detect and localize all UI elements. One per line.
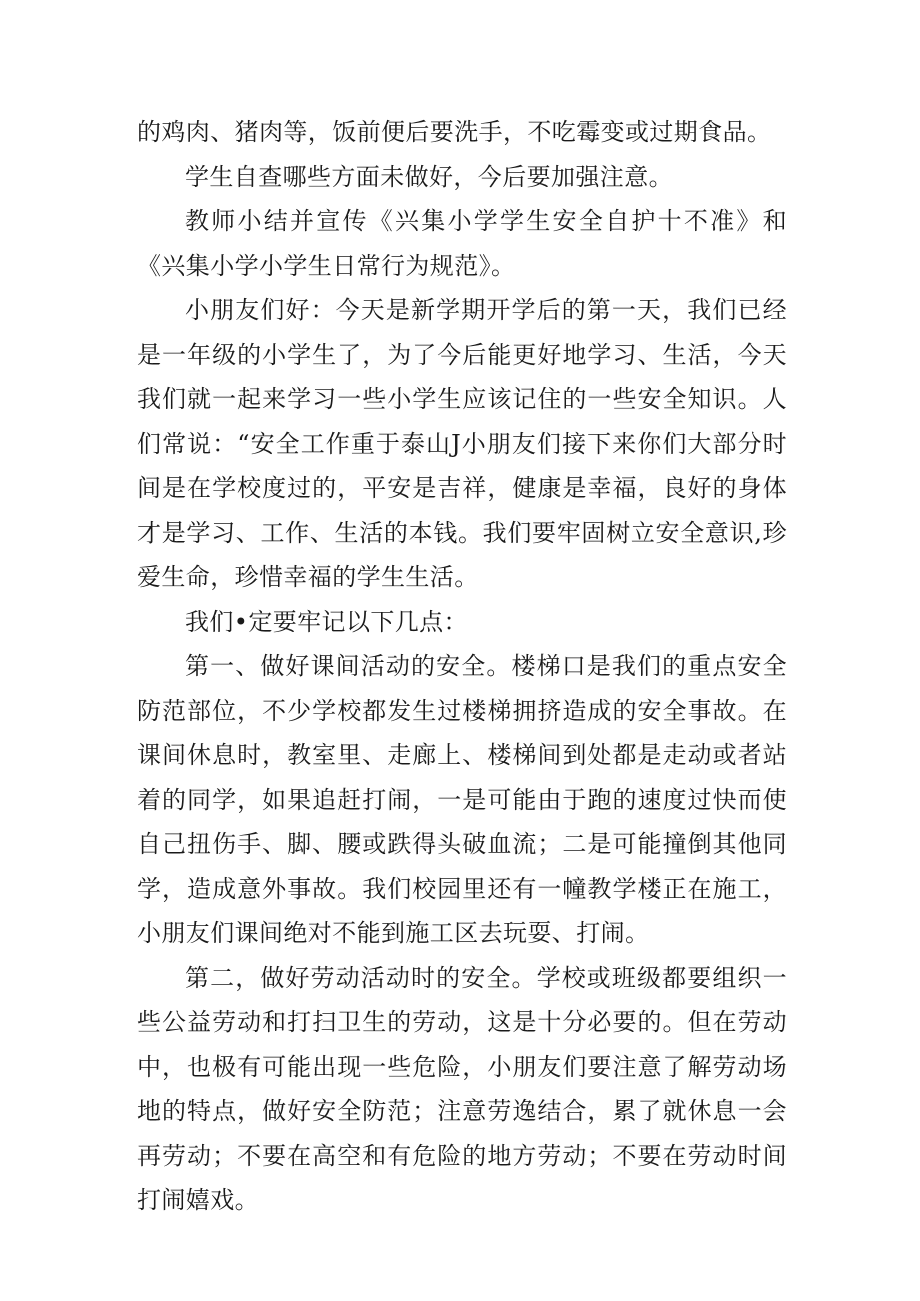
paragraph-recess-safety: 第一、做好课间活动的安全。楼梯口是我们的重点安全防范部位，不少学校都发生过楼梯拥挤造成的安全事故。在课间休息时，教室里、走廊上、楼梯间到处都是走动或者站着的同学，如果追赶打闹，一是可能由于跑的速度过快而使自己扭伤手、脚、腰或跌得头破血流；二是可能撞倒其他同学，造成意外事故。我们校园里还有一幢教学楼正在施工，小朋友们课间绝对不能到施工区去玩耍、打闹。 [137, 652, 787, 947]
paragraph-self-check: 学生自查哪些方面未做好，今后要加强注意。 [185, 162, 673, 191]
paragraph-key-points-intro: 我们•定要牢记以下几点： [185, 607, 468, 636]
paragraph-greeting: 小朋友们好：今天是新学期开学后的第一天，我们已经是一年级的小学生了，为了今后能更好地学习、生活，今天我们就一起来学习一些小学生应该记住的一些安全知识。人们常说：“安全工作重于泰山J小朋友们接下来你们大部分时间是在学校度过的，平安是吉祥，健康是幸福，良好的身体才是学习、工作、生活的本钱。我们要牢固树立安全意识,珍爱生命，珍惜幸福的学生生活。 [137, 296, 787, 591]
paragraph-teacher-summary: 教师小结并宣传《兴集小学学生安全自护十不准》和《兴集小学小学生日常行为规范》。 [137, 207, 787, 280]
paragraph-labor-safety: 第二，做好劳动活动时的安全。学校或班级都要组织一些公益劳动和打扫卫生的劳动，这是十分必要的。但在劳动中，也极有可能出现一些危险，小朋友们要注意了解劳动场地的特点，做好安全防范；注意劳逸结合，累了就休息一会再劳动；不要在高空和有危险的地方劳动；不要在劳动时间打闹嬉戏。 [137, 963, 787, 1214]
paragraph-food-hygiene: 的鸡肉、猪肉等，饭前便后要洗手，不吃霉变或过期食品。 [137, 118, 772, 146]
document-body [137, 110, 787, 1223]
